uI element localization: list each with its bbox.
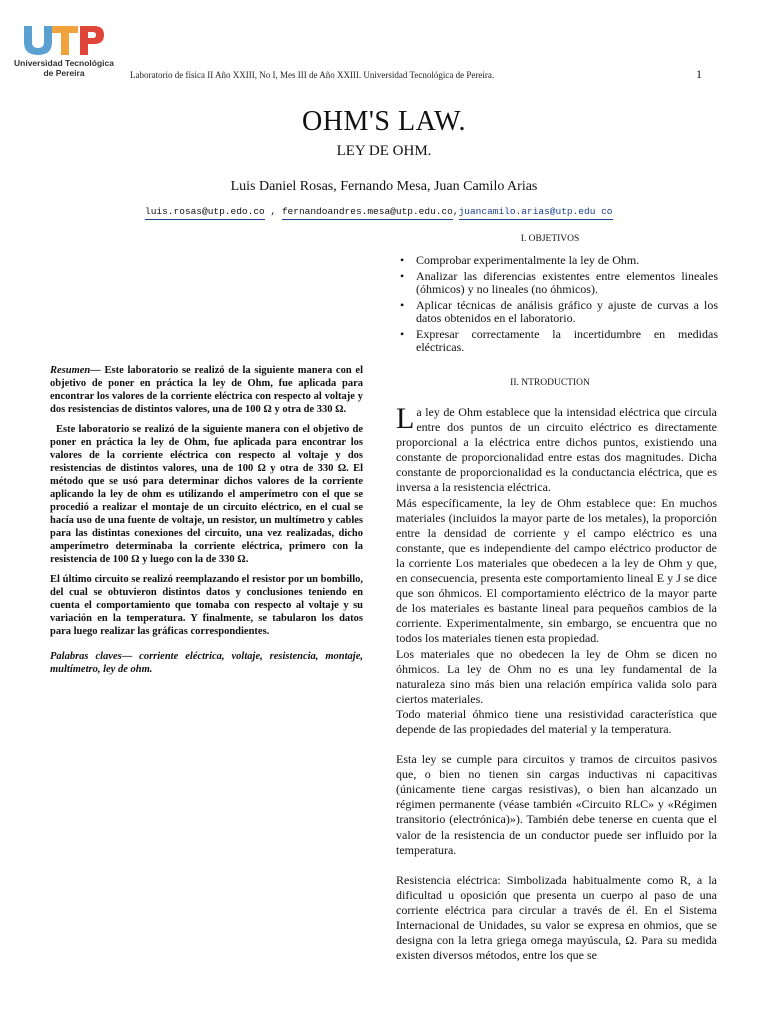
author-emails (145, 206, 613, 217)
abstract-paragraph-3: El último circuito se realizó reemplazando el resistor por un bombillo, del cual se obtuvieron distintos datos y conclusiones teniendo en cuenta el comportamiento que tomaba con respecto al voltaje y su variación en la temperatura. Y finalmente, se tabularon los datos para luego realizar las gráficas correspondientes. (50, 574, 363, 637)
intro-paragraph-5: Esta ley se cumple para circuitos y tramos de circuitos pasivos que, o bien no tienen sin cargas inductivas ni capacitivas (únicamente tiene cargas resistivas), o bien han alcanzado un régimen permanente (véase también «Circuito RLC» y «Régimen transitorio (electrónica)»). También debe tenerse en cuenta que el valor de la resistencia de un conductor puede ser influido por la temperatura. (396, 752, 717, 857)
email-separator-1: , (264, 206, 282, 217)
university-name (14, 58, 114, 78)
bullet-icon: • (400, 297, 405, 312)
abstract-label: Resumen— (50, 365, 101, 376)
bullet-icon: • (400, 268, 405, 283)
list-item: • Analizar las diferencias existentes entre elementos lineales (óhmicos) y no lineales (no óhmicos). (400, 268, 718, 296)
introduction-body (396, 402, 717, 963)
paper-subtitle: LEY DE OHM. (336, 143, 432, 159)
email-link-1[interactable]: luis.rosas@utp.edo.co (145, 206, 265, 220)
list-item: • Comprobar experimentalmente la ley de Ohm. (400, 253, 640, 267)
intro-paragraph-1: La ley de Ohm establece que la intensidad eléctrica que circula entre dos puntos de un circuito eléctrico es directamente proporcional a la eléctrica entre dichos puntos, existiendo una constante de proporcionalidad entre estas dos magnitudes. Dicha constante de proporcionalidad es la conductancia eléctrica, que es inversa a la resistencia eléctrica. (396, 402, 717, 495)
intro-paragraph-2: Más específicamente, la ley de Ohm establece que: En muchos materiales (incluidos la mayor parte de los metales), la proporción entre la densidad de corriente y el campo eléctrico es una constante, que es independiente del campo eléctrico productor de la corriente Los materiales que obedecen a la ley de Ohm y que, en consecuencia, presenta este comportamiento lineal E y J se dice que son óhmicos. El comportamiento eléctrico de la mayor parte de los materiales es bastante lineal para pequeños cambios de la corriente. Experimentalmente, sin embargo, se encuentra que no todos los materiales tienen esta propiedad. (396, 495, 717, 646)
email-separator-2: , (452, 206, 459, 217)
keywords: Palabras claves— corriente eléctrica, voltaje, resistencia, montaje, multímetro, ley de ohm. (50, 651, 363, 675)
drop-cap: L (396, 402, 415, 435)
list-item: • Aplicar técnicas de análisis gráfico y ajuste de curvas a los datos obtenidos en el laboratorio. (400, 297, 718, 325)
email-link-3[interactable]: juancamilo.arias@utp.edu co (459, 206, 613, 220)
email-link-2[interactable]: fernandoandres.mesa@utp.edu.co (282, 206, 453, 220)
keywords-label: Palabras claves— (50, 651, 133, 662)
abstract-paragraph-2: Este laboratorio se realizó de la siguiente manera con el objetivo de poner en práctica la ley de Ohm, fue aplicada para encontrar los valores de la corriente eléctrica con respecto al voltaje y dos resistencias de distintos valores, una de 100 Ω y otra de 330 Ω. El método que se usó para determinar dichos valores de la corriente aplicando la ley de ohm es utilizando el amperímetro con el que se procedió a realizar el montaje de un circuito eléctrico, en el cual se hacía uso de una fuente de voltaje, un resistor, un multímetro y cables para las distintas conexiones del circuito, una vez realizadas, dicho amperímetro determinaba la corriente eléctrica, primero con la resistencia de 100 Ω y luego con la de 330 Ω. (50, 424, 363, 565)
objectives-heading: I. OBJETIVOS (520, 234, 580, 244)
intro-paragraph-3: Los materiales que no obedecen la ley de Ohm se dicen no óhmicos. La ley de Ohm no es una ley fundamental de la naturaleza sino más bien una relación empírica valida solo para ciertos materiales. (396, 646, 717, 706)
abstract-section (50, 364, 363, 683)
list-item: • Expresar correctamente la incertidumbre en medidas eléctricas. (400, 326, 718, 354)
objectives-list (398, 254, 718, 357)
bullet-icon: • (400, 253, 405, 267)
page-number: 1 (696, 67, 702, 81)
intro-paragraph-4: Todo material óhmico tiene una resistividad característica que depende de las propiedades del material y la temperatura. (396, 706, 717, 736)
running-header: Laboratorio de física II Año XXIII, No I, Mes III de Año XXIII. Universidad Tecnológica de Pereira. (130, 70, 495, 80)
university-name-line2: de Pereira (43, 68, 85, 78)
intro-paragraph-6: Resistencia eléctrica: Simbolizada habitualmente como R, a la dificultad u oposición que presenta un cuerpo al paso de una corriente eléctrica para circular a través de él. En el Sistema Internacional de Unidades, su valor se expresa en ohmios, que se designa con la letra griega omega mayúscula, Ω. Para su medida existen diversos métodos, entre los que se (396, 872, 717, 963)
abstract-paragraph-1: Resumen— Este laboratorio se realizó de la siguiente manera con el objetivo de poner en práctica la ley de Ohm, fue aplicada para encontrar los valores de la corriente eléctrica con respecto al voltaje y dos resistencias de distintos valores, una de 100 Ω y otra de 330 Ω. (50, 365, 363, 415)
paper-title: OHM'S LAW. (302, 106, 466, 137)
introduction-heading: II. NTRODUCTION (510, 378, 590, 388)
bullet-icon: • (400, 326, 405, 341)
author-list: Luis Daniel Rosas, Fernando Mesa, Juan Camilo Arias (230, 179, 538, 194)
university-name-line1: Universidad Tecnológica (14, 58, 114, 68)
